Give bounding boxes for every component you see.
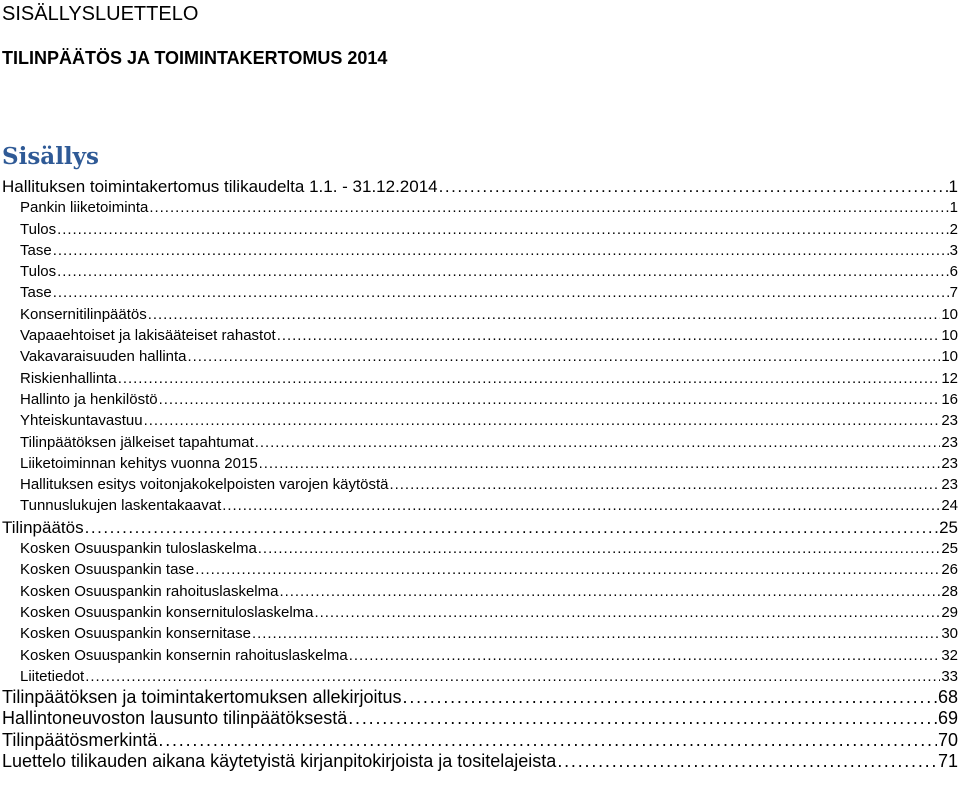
toc-entry-label: Hallinto ja henkilöstö — [20, 390, 158, 408]
toc-dot-leader — [439, 176, 948, 197]
toc-entry[interactable] — [2, 389, 958, 410]
toc-entry[interactable] — [2, 240, 958, 261]
toc-entry-label: Kosken Osuuspankin tase — [20, 561, 195, 579]
toc-dot-leader — [85, 666, 940, 687]
toc-entry-page-number: 29 — [941, 603, 958, 621]
toc-entry[interactable] — [2, 453, 958, 474]
toc-dot-leader — [403, 687, 937, 708]
toc-entry-page-number: 68 — [937, 687, 958, 708]
toc-entry-page-number: 10 — [941, 305, 958, 323]
toc-entry-label: Kosken Osuuspankin konsernitase — [20, 625, 251, 643]
toc-entry-label: Vapaaehtoiset ja lakisääteiset rahastot — [20, 327, 276, 345]
toc-dot-leader — [349, 645, 941, 666]
toc-entry-label: Kosken Osuuspankin konsernin rahoituslaskelma — [20, 646, 348, 664]
toc-entry[interactable] — [2, 666, 958, 687]
toc-entry[interactable] — [2, 602, 958, 623]
toc-entry[interactable] — [2, 517, 958, 538]
toc-entry[interactable] — [2, 432, 958, 453]
toc-entry[interactable] — [2, 623, 958, 644]
toc-entry-label: Tilinpäätöksen jälkeiset tapahtumat — [20, 433, 254, 451]
toc-entry[interactable] — [2, 325, 958, 346]
toc-dot-leader — [279, 581, 940, 602]
toc-dot-leader — [222, 495, 940, 516]
toc-entry-page-number: 33 — [941, 667, 958, 685]
toc-entry-label: Hallituksen esitys voitonjakokelpoisten varojen käytöstä — [20, 476, 389, 494]
toc-entry[interactable] — [2, 282, 958, 303]
toc-entry-label: Tilinpäätös — [2, 517, 84, 537]
toc-entry-label: Hallituksen toimintakertomus tilikaudelta 1.1. - 31.12.2014 — [2, 177, 438, 196]
toc-entry[interactable] — [2, 304, 958, 325]
toc-dot-leader — [348, 708, 937, 729]
toc-dot-leader — [159, 389, 941, 410]
toc-entry-page-number: 1 — [948, 177, 958, 196]
toc-entry[interactable] — [2, 346, 958, 367]
toc-dot-leader — [149, 197, 948, 218]
toc-entry[interactable] — [2, 559, 958, 580]
toc-entry-label: Kosken Osuuspankin rahoituslaskelma — [20, 582, 279, 600]
toc-dot-leader — [53, 240, 949, 261]
toc-dot-leader — [195, 559, 940, 580]
toc-entry[interactable] — [2, 581, 958, 602]
toc-entry-page-number: 32 — [941, 646, 958, 664]
toc-entry-label: Kosken Osuuspankin konsernituloslaskelma — [20, 603, 314, 621]
toc-dot-leader — [277, 325, 941, 346]
toc-entry-label: Liiketoiminnan kehitys vuonna 2015 — [20, 454, 258, 472]
toc-entry[interactable] — [2, 495, 958, 516]
toc-dot-leader — [390, 474, 941, 495]
toc-dot-leader — [57, 219, 949, 240]
toc-entry-label: Vakavaraisuuden hallinta — [20, 348, 187, 366]
toc-dot-leader — [118, 368, 941, 389]
toc-dot-leader — [57, 261, 949, 282]
toc-entry-label: Tunnuslukujen laskentakaavat — [20, 497, 222, 515]
toc-entry[interactable] — [2, 751, 958, 772]
toc-title: Sisällys — [2, 143, 99, 170]
toc-dot-leader — [259, 453, 941, 474]
toc-entry-page-number: 3 — [949, 241, 958, 259]
toc-entry-page-number: 1 — [949, 199, 958, 217]
toc-entry-page-number: 24 — [941, 497, 958, 515]
toc-entry[interactable] — [2, 176, 958, 197]
toc-entry-page-number: 70 — [937, 729, 958, 750]
document-subheading: TILINPÄÄTÖS JA TOIMINTAKERTOMUS 2014 — [2, 48, 388, 68]
toc-entry[interactable] — [2, 219, 958, 240]
toc-entry-label: Konsernitilinpäätös — [20, 305, 147, 323]
toc-dot-leader — [252, 623, 940, 644]
toc-dot-leader — [148, 304, 941, 325]
toc-entry[interactable] — [2, 474, 958, 495]
toc-entry-page-number: 71 — [937, 751, 958, 772]
toc-entry[interactable] — [2, 368, 958, 389]
table-of-contents — [2, 176, 958, 772]
toc-entry[interactable] — [2, 410, 958, 431]
toc-entry-page-number: 10 — [941, 348, 958, 366]
toc-entry-page-number: 12 — [941, 369, 958, 387]
toc-entry-label: Luettelo tilikauden aikana käytetyistä kirjanpitokirjoista ja tositelajeista — [2, 751, 557, 772]
toc-entry-page-number: 69 — [937, 708, 958, 729]
toc-entry-page-number: 10 — [941, 327, 958, 345]
toc-entry-page-number: 6 — [949, 263, 958, 281]
toc-entry[interactable] — [2, 708, 958, 729]
toc-entry[interactable] — [2, 197, 958, 218]
toc-entry-label: Tulos — [20, 220, 57, 238]
toc-entry-label: Tase — [20, 241, 52, 259]
toc-entry-page-number: 2 — [949, 220, 958, 238]
toc-entry-page-number: 7 — [949, 284, 958, 302]
toc-entry[interactable] — [2, 538, 958, 559]
toc-entry[interactable] — [2, 730, 958, 751]
toc-dot-leader — [255, 432, 941, 453]
toc-entry[interactable] — [2, 261, 958, 282]
toc-entry-label: Hallintoneuvoston lausunto tilinpäätöksestä — [2, 708, 348, 729]
toc-entry-label: Tase — [20, 284, 52, 302]
toc-entry-label: Yhteiskuntavastuu — [20, 412, 143, 430]
toc-entry-page-number: 30 — [941, 625, 958, 643]
toc-entry[interactable] — [2, 687, 958, 708]
toc-entry-page-number: 25 — [939, 517, 958, 537]
toc-entry-page-number: 26 — [941, 561, 958, 579]
toc-entry-label: Pankin liiketoiminta — [20, 199, 149, 217]
toc-entry-page-number: 25 — [941, 540, 958, 558]
toc-entry-label: Tulos — [20, 263, 57, 281]
toc-entry-page-number: 16 — [941, 390, 958, 408]
toc-dot-leader — [144, 410, 941, 431]
toc-entry-page-number: 28 — [941, 582, 958, 600]
toc-dot-leader — [85, 517, 938, 538]
toc-dot-leader — [315, 602, 941, 623]
toc-entry-page-number: 23 — [941, 454, 958, 472]
toc-entry-page-number: 23 — [941, 412, 958, 430]
toc-dot-leader — [158, 730, 937, 751]
toc-entry-label: Riskienhallinta — [20, 369, 117, 387]
toc-entry-label: Tilinpäätösmerkintä — [2, 729, 158, 750]
toc-entry-label: Tilinpäätöksen ja toimintakertomuksen allekirjoitus — [2, 687, 402, 708]
toc-dot-leader — [188, 346, 941, 367]
toc-entry[interactable] — [2, 645, 958, 666]
toc-entry-label: Kosken Osuuspankin tuloslaskelma — [20, 540, 257, 558]
toc-dot-leader — [258, 538, 941, 559]
toc-entry-page-number: 23 — [941, 476, 958, 494]
toc-entry-page-number: 23 — [941, 433, 958, 451]
document-heading: SISÄLLYSLUETTELO — [2, 3, 199, 25]
toc-dot-leader — [557, 751, 937, 772]
toc-entry-label: Liitetiedot — [20, 667, 85, 685]
toc-dot-leader — [53, 282, 949, 303]
